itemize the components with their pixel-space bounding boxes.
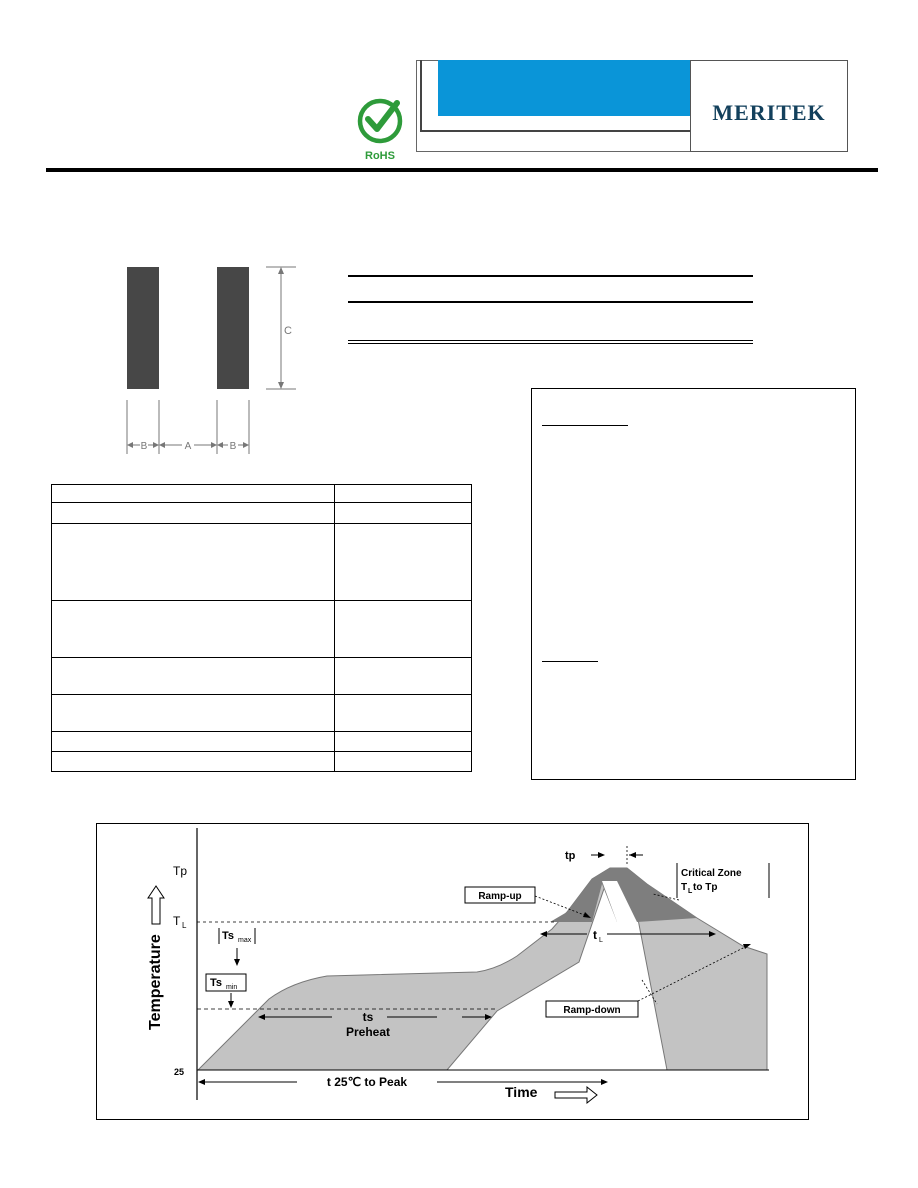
dim-b-right-label: B bbox=[229, 441, 237, 452]
ramp-down-label: Ramp-down bbox=[563, 1005, 621, 1016]
dim-a-label: A bbox=[184, 441, 192, 452]
table-column-divider bbox=[334, 485, 335, 771]
tl-axis-label: T bbox=[173, 914, 181, 928]
notes-heading-underline bbox=[542, 425, 628, 426]
tsmin-label: Ts bbox=[210, 977, 223, 989]
dimension-table-top-rule bbox=[348, 275, 753, 277]
rohs-label: RoHS bbox=[365, 150, 395, 162]
pad-layout-diagram bbox=[100, 262, 310, 462]
table-row bbox=[52, 731, 471, 732]
notes-box bbox=[531, 388, 856, 780]
tl-time-sub: L bbox=[599, 937, 603, 944]
ramp-up-label: Ramp-up bbox=[478, 891, 522, 902]
tsmax-label: Ts bbox=[222, 930, 235, 942]
table-row bbox=[52, 694, 471, 695]
temperature-arrow-icon bbox=[148, 886, 164, 924]
tsmin-arrow-icon bbox=[228, 1001, 234, 1008]
table-row bbox=[52, 657, 471, 658]
brand-name: MERITEK bbox=[712, 100, 826, 125]
preheat-label: Preheat bbox=[345, 1025, 391, 1039]
rohs-logo bbox=[354, 97, 406, 167]
dim-b-left-label: B bbox=[140, 441, 148, 452]
time-label: Time bbox=[505, 1084, 538, 1100]
brand-color-bar bbox=[438, 60, 691, 116]
pad-right bbox=[217, 267, 249, 389]
table-row bbox=[52, 502, 471, 503]
dimension-table-bottom-rule-2 bbox=[348, 343, 753, 344]
tp-time-label: tp bbox=[565, 850, 576, 862]
notes-subheading-underline bbox=[542, 661, 598, 662]
reflow-profile-frame bbox=[96, 823, 809, 1120]
check-icon bbox=[368, 103, 397, 129]
ts-label: ts bbox=[362, 1010, 374, 1024]
critical-tl-sub: L bbox=[688, 888, 693, 895]
table-row bbox=[52, 751, 471, 752]
time-arrow-icon bbox=[555, 1087, 597, 1103]
table-row bbox=[52, 523, 471, 524]
critical-to-tp-label: to Tp bbox=[693, 882, 718, 893]
tl-axis-sub: L bbox=[182, 921, 187, 930]
tp-axis-label: Tp bbox=[173, 864, 188, 878]
tl-time-label: t bbox=[593, 928, 597, 942]
dimension-table-header-rule bbox=[348, 301, 753, 303]
critical-zone-label: Critical Zone bbox=[681, 868, 742, 879]
reflow-profile-chart bbox=[97, 824, 808, 1119]
spec-table bbox=[51, 484, 472, 772]
dimension-table-bottom-rule-1 bbox=[348, 340, 753, 341]
dim-c-label: C bbox=[284, 325, 292, 337]
t25-label: 25 bbox=[174, 1067, 185, 1077]
header-rule bbox=[46, 168, 878, 172]
tsmax-sub: max bbox=[238, 937, 252, 944]
table-row bbox=[52, 600, 471, 601]
critical-tl-label: T bbox=[681, 882, 688, 893]
tsmax-arrow-icon bbox=[234, 959, 240, 966]
pad-left bbox=[127, 267, 159, 389]
t25-to-peak-label: t 25℃ to Peak bbox=[326, 1075, 408, 1089]
temperature-label: Temperature bbox=[147, 934, 164, 1030]
tsmin-sub: min bbox=[226, 984, 238, 991]
